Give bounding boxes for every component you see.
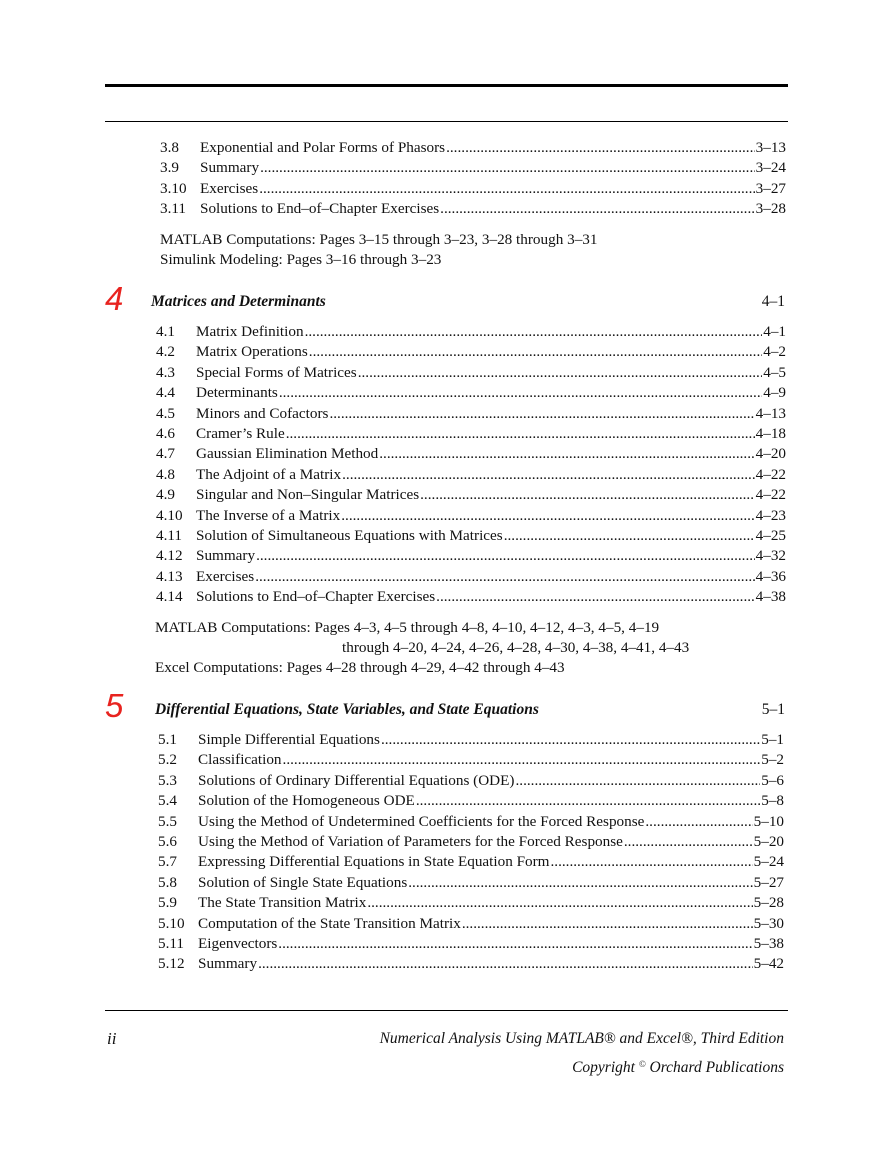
toc-entry: 3.9 Summary . . . 3–24 [160,158,786,178]
chapter4-note-excel: Excel Computations: Pages 4–28 through 4–29, 4–42 through 4–43 [155,659,565,676]
chapter4-note-matlab: MATLAB Computations: Pages 4–3, 4–5 through 4–8, 4–10, 4–12, 4–3, 4–5, 4–19 [155,619,660,636]
toc-entry: 4.5 Minors and Cofactors . . . 4–13 [156,404,786,424]
toc-entry: 5.7 Expressing Differential Equations in State Equation Form . . . 5–24 [158,852,784,872]
toc-entry: 4.10 The Inverse of a Matrix . . . 4–23 [156,506,786,526]
footer-rule [105,1010,788,1011]
toc-entry: 5.2 Classification . . . 5–2 [158,750,784,770]
toc-entry: 5.4 Solution of the Homogeneous ODE . . . 5–8 [158,791,784,811]
toc-entry: 4.8 The Adjoint of a Matrix . . . 4–22 [156,465,786,485]
toc-entry: 5.9 The State Transition Matrix . . . 5–28 [158,893,784,913]
toc-entry: 5.5 Using the Method of Undetermined Coefficients for the Forced Response . . . 5–10 [158,812,784,832]
toc-entry: 5.1 Simple Differential Equations . . . 5–1 [158,730,784,750]
chapter4-page: 4–1 [761,293,785,310]
toc-entry: 4.14 Solutions to End–of–Chapter Exercises . . . 4–38 [156,587,786,607]
toc-entry: 4.12 Summary . . . 4–32 [156,546,786,566]
chapter4-note-matlab-cont: through 4–20, 4–24, 4–26, 4–28, 4–30, 4–38, 4–41, 4–43 [342,639,690,656]
publisher-name: Orchard Publications [649,1059,784,1076]
toc-entry: 4.1 Matrix Definition . . . 4–1 [156,322,786,342]
toc-entry: 3.10 Exercises . . . 3–27 [160,179,786,199]
toc-entry: 4.3 Special Forms of Matrices . . . 4–5 [156,363,786,383]
toc-entry: 5.11 Eigenvectors . . . 5–38 [158,934,784,954]
toc-entry: 4.6 Cramer’s Rule . . . 4–18 [156,424,786,444]
chapter5-entries [158,730,784,975]
footer-page-number: ii [107,1029,117,1048]
toc-entry: 5.10 Computation of the State Transition Matrix . . . 5–30 [158,914,784,934]
copyright-label: Copyright [572,1059,635,1076]
toc-entry: 4.9 Singular and Non–Singular Matrices . . . 4–22 [156,485,786,505]
header-rule-thick [105,84,788,87]
toc-entry: 5.8 Solution of Single State Equations . . . 5–27 [158,873,784,893]
chapter3-note-simulink: Simulink Modeling: Pages 3–16 through 3–23 [160,251,442,268]
header-rule-thin [105,121,788,122]
footer-book-title: Numerical Analysis Using MATLAB® and Excel®, Third Edition [379,1030,784,1047]
chapter3-entries [160,138,786,220]
chapter3-note-matlab: MATLAB Computations: Pages 3–15 through 3–23, 3–28 through 3–31 [160,231,598,248]
toc-entry: 5.6 Using the Method of Variation of Parameters for the Forced Response . . . 5–20 [158,832,784,852]
footer-copyright [572,1053,784,1079]
toc-entry: 4.11 Solution of Simultaneous Equations with Matrices . . . 4–25 [156,526,786,546]
chapter5-title: Differential Equations, State Variables, and State Equations [155,701,539,718]
toc-entry: 3.11 Solutions to End–of–Chapter Exercises . . . 3–28 [160,199,786,219]
toc-entry: 5.3 Solutions of Ordinary Differential Equations (ODE) . . . 5–6 [158,771,784,791]
chapter4-title: Matrices and Determinants [151,293,326,310]
toc-entry: 3.8 Exponential and Polar Forms of Phasors . . . 3–13 [160,138,786,158]
toc-entry: 4.7 Gaussian Elimination Method . . . 4–20 [156,444,786,464]
toc-entry: 4.2 Matrix Operations . . . 4–2 [156,342,786,362]
toc-entry: 5.12 Summary . . . 5–42 [158,954,784,974]
copyright-symbol: © [638,1059,646,1069]
toc-entry: 4.4 Determinants . . . 4–9 [156,383,786,403]
toc-entry: 4.13 Exercises . . . 4–36 [156,567,786,587]
chapter5-number: 5 [105,687,124,724]
chapter4-entries [156,322,786,608]
chapter5-page: 5–1 [761,701,785,718]
chapter4-number: 4 [105,280,124,317]
